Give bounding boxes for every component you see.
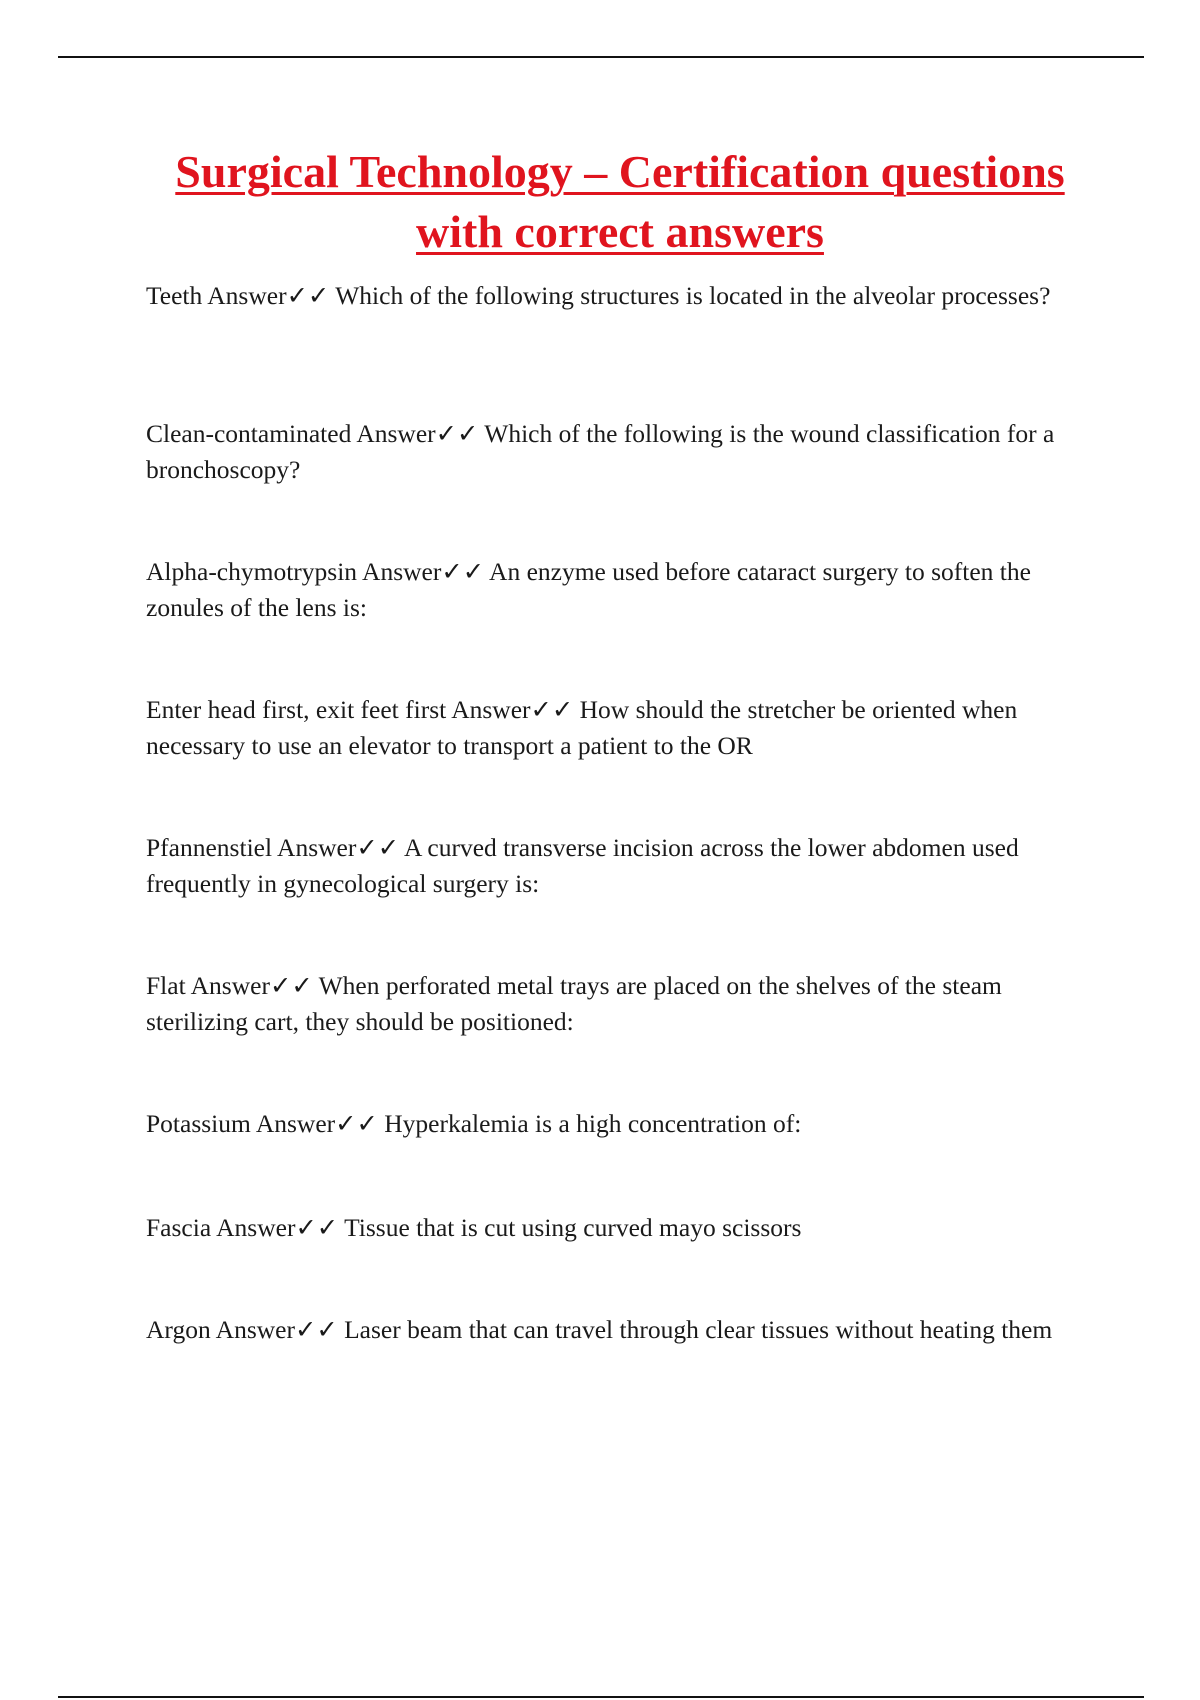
answer-marker: Answer✓✓	[356, 419, 479, 448]
question-text: An enzyme used before cataract surgery to soften the zonules of the lens is:	[146, 557, 1031, 622]
page-title: Surgical Technology – Certification questions with correct answers	[175, 146, 1065, 257]
answer-marker: Answer✓✓	[451, 695, 574, 724]
qa-item	[146, 1210, 1096, 1246]
qa-item	[146, 1312, 1096, 1348]
answer-marker: Answer✓✓	[190, 971, 313, 1000]
qa-item	[146, 416, 1096, 488]
answer-text: Flat	[146, 971, 186, 1000]
answer-text: Enter head first, exit feet first	[146, 695, 447, 724]
answer-text: Alpha-chymotrypsin	[146, 557, 358, 586]
qa-item	[146, 830, 1096, 902]
qa-item	[146, 692, 1096, 764]
qa-item	[146, 554, 1096, 626]
answer-text: Argon	[146, 1315, 211, 1344]
question-text: Tissue that is cut using curved mayo scissors	[344, 1213, 802, 1242]
answer-marker: Answer✓✓	[215, 1315, 338, 1344]
answer-marker: Answer✓✓	[277, 833, 400, 862]
question-text: A curved transverse incision across the lower abdomen used frequently in gynecological surgery is:	[146, 833, 1019, 898]
answer-text: Teeth	[146, 281, 203, 310]
qa-item	[146, 1106, 1096, 1142]
answer-text: Pfannenstiel	[146, 833, 273, 862]
question-text: Which of the following is the wound classification for a bronchoscopy?	[146, 419, 1055, 484]
answer-text: Fascia	[146, 1213, 212, 1242]
top-rule	[58, 56, 1144, 58]
answer-marker: Answer✓✓	[207, 281, 330, 310]
qa-item	[146, 278, 1096, 314]
answer-marker: Answer✓✓	[216, 1213, 339, 1242]
answer-marker: Answer✓✓	[362, 557, 485, 586]
answer-text: Potassium	[146, 1109, 251, 1138]
qa-item	[146, 968, 1096, 1040]
question-text: Laser beam that can travel through clear tissues without heating them	[344, 1315, 1053, 1344]
answer-marker: Answer✓✓	[255, 1109, 378, 1138]
question-text: When perforated metal trays are placed on the shelves of the steam sterilizing cart, they should be positioned:	[146, 971, 1002, 1036]
question-text: Which of the following structures is located in the alveolar processes?	[335, 281, 1051, 310]
question-text: Hyperkalemia is a high concentration of:	[384, 1109, 802, 1138]
answer-text: Clean-contaminated	[146, 419, 352, 448]
bottom-rule	[58, 1696, 1144, 1698]
question-text: How should the stretcher be oriented when necessary to use an elevator to transport a patient to the OR	[146, 695, 1018, 760]
